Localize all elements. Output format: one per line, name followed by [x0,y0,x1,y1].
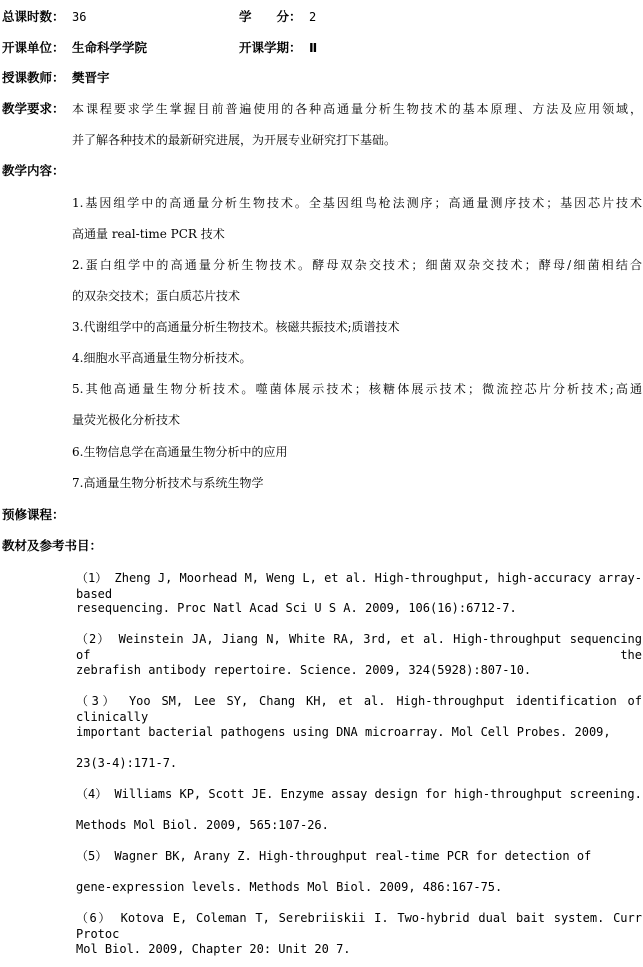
offering-unit-label: 开课单位： [2,40,65,55]
total-hours-value: 36 [72,10,87,24]
offering-unit-value: 生命科学学院 [72,40,148,55]
content-item-1-line-1: 1.基因组学中的高通量分析生物技术。全基因组鸟枪法测序；高通量测序技术；基因芯片技术 [72,196,642,210]
references-label: 教材及参考书目： [2,538,103,553]
reference-6-line-2: Mol Biol. 2009, Chapter 20: Unit 20 7. [76,942,351,956]
reference-4-line-2: Methods Mol Biol. 2009, 565:107-26. [76,818,329,832]
content-item-2-line-1: 2.蛋白组学中的高通量分析生物技术。酵母双杂交技术；细菌双杂交技术；酵母/细菌相结合 [72,258,642,272]
content-item-6: 6.生物信息学在高通量生物分析中的应用 [72,445,288,459]
content-item-3: 3.代谢组学中的高通量分析生物技术。核磁共振技术;质谱技术 [72,320,400,334]
requirements-line-1: 本课程要求学生掌握目前普遍使用的各种高通量分析生物技术的基本原理、方法及应用领域， [72,102,642,116]
requirements-label: 教学要求： [2,101,65,116]
credits-value: 2 [309,10,317,24]
reference-6-line-1: （6） Kotova E, Coleman T, Serebriiskii I. Two-hybrid dual bait system. Curr Protoc [76,911,642,941]
content-item-7: 7.高通量生物分析技术与系统生物学 [72,476,264,490]
requirements-line-2: 并了解各种技术的最新研究进展，为开展专业研究打下基础。 [72,133,397,147]
reference-2-line-1: （2） Weinstein JA, Jiang N, White RA, 3rd, et al. High-throughput sequencing of the [76,632,642,662]
reference-4-line-1: （4） Williams KP, Scott JE. Enzyme assay design for high-throughput screening. [76,787,642,801]
teacher-label: 授课教师： [2,70,65,85]
reference-3-line-2: important bacterial pathogens using DNA microarray. Mol Cell Probes. 2009, [76,725,611,739]
reference-3-line-3: 23(3-4):171-7. [76,756,178,770]
reference-5-line-2: gene-expression levels. Methods Mol Biol. 2009, 486:167-75. [76,880,503,894]
content-label: 教学内容： [2,163,65,178]
content-item-2-line-2: 的双杂交技术；蛋白质芯片技术 [72,289,241,303]
reference-5-line-1: （5） Wagner BK, Arany Z. High-throughput real-time PCR for detection of [76,849,592,863]
teacher-value: 樊晋宇 [72,70,110,85]
reference-1-line-1: （1） Zheng J, Moorhead M, Weng L, et al. High-throughput, high-accuracy array-based [76,571,642,601]
content-item-4: 4.细胞水平高通量生物分析技术。 [72,351,252,365]
content-item-1-line-2: 高通量 real-time PCR 技术 [72,227,225,241]
semester-label: 开课学期： [239,40,302,55]
prerequisites-label: 预修课程： [2,507,65,522]
total-hours-label: 总课时数： [2,9,65,24]
credits-label: 学 分： [239,9,302,24]
semester-value: Ⅱ [309,40,318,55]
reference-3-line-1: （3） Yoo SM, Lee SY, Chang KH, et al. High-throughput identification of clinically [76,694,642,724]
reference-2-line-2: zebrafish antibody repertoire. Science. 2009, 324(5928):807-10. [76,663,532,677]
reference-1-line-2: resequencing. Proc Natl Acad Sci U S A. 2009, 106(16):6712-7. [76,601,517,615]
content-item-5-line-1: 5.其他高通量生物分析技术。噬菌体展示技术；核糖体展示技术；微流控芯片分析技术;高通 [72,382,642,396]
content-item-5-line-2: 量荧光极化分析技术 [72,413,181,427]
